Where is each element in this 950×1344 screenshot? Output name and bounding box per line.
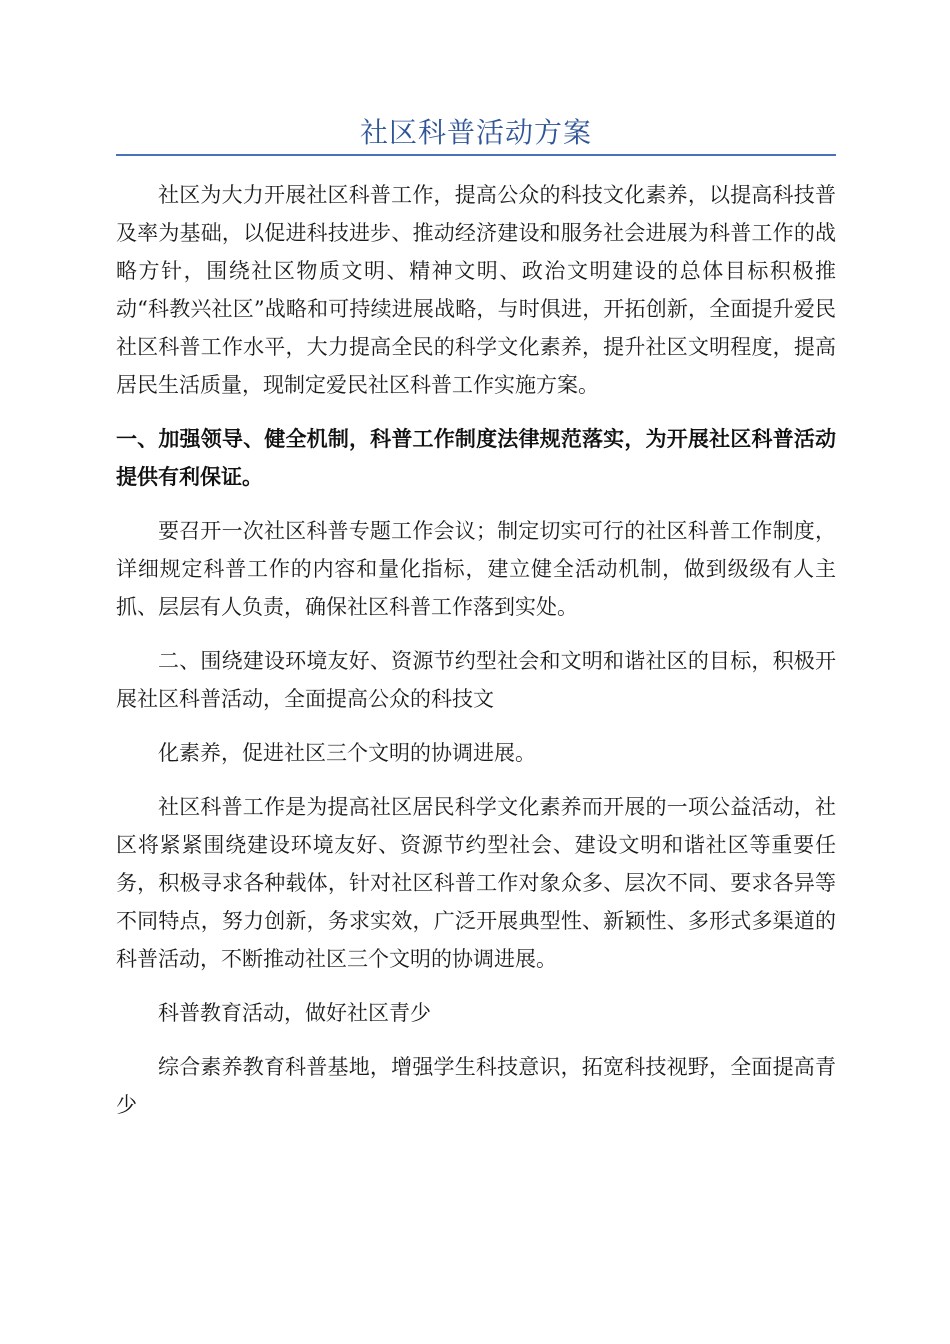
section-2-body-paragraph: 社区科普工作是为提高社区居民科学文化素养而开展的一项公益活动，社区将紧紧围绕建设环境友好、资源节约型社会、建设文明和谐社区等重要任务，积极寻求各种载体，针对社区科普工作对象众多、层次不同、要求各异等不同特点，努力创新，务求实效，广泛开展典型性、新颖性、多形式多渠道的科普活动，不断推动社区三个文明的协调进展。 — [116, 795, 836, 971]
document-title: 社区科普活动方案 — [359, 116, 592, 149]
section-heading-1: 一、加强领导、健全机制，科普工作制度法律规范落实，为开展社区科普活动提供有利保证。 — [116, 427, 836, 489]
section-2-heading-paragraph: 二、围绕建设环境友好、资源节约型社会和文明和谐社区的目标，积极开展社区科普活动，全面提高公众的科技文 — [116, 649, 836, 711]
section-2-continuation: 化素养，促进社区三个文明的协调进展。 — [158, 741, 536, 765]
intro-paragraph: 社区为大力开展社区科普工作，提高公众的科技文化素养，以提高科技普及率为基础，以促进科技进步、推动经济建设和服务社会进展为科普工作的战略方针，围绕社区物质文明、精神文明、政治文明建设的总体目标积极推动“科教兴社区”战略和可持续进展战略，与时俱进，开拓创新，全面提升爱民社区科普工作水平，大力提高全民的科学文化素养，提升社区文明程度，提高居民生活质量，现制定爱民社区科普工作实施方案。 — [116, 183, 836, 397]
youth-education-line: 科普教育活动，做好社区青少 — [158, 1001, 431, 1025]
section-1-paragraph: 要召开一次社区科普专题工作会议；制定切实可行的社区科普工作制度，详细规定科普工作的内容和量化指标，建立健全活动机制，做到级级有人主抓、层层有人负责，确保社区科普工作落到实处。 — [116, 519, 836, 619]
document-page — [116, 0, 836, 1140]
science-base-paragraph: 综合素养教育科普基地，增强学生科技意识，拓宽科技视野，全面提高青少 — [116, 1055, 836, 1117]
title-underline — [116, 154, 836, 156]
